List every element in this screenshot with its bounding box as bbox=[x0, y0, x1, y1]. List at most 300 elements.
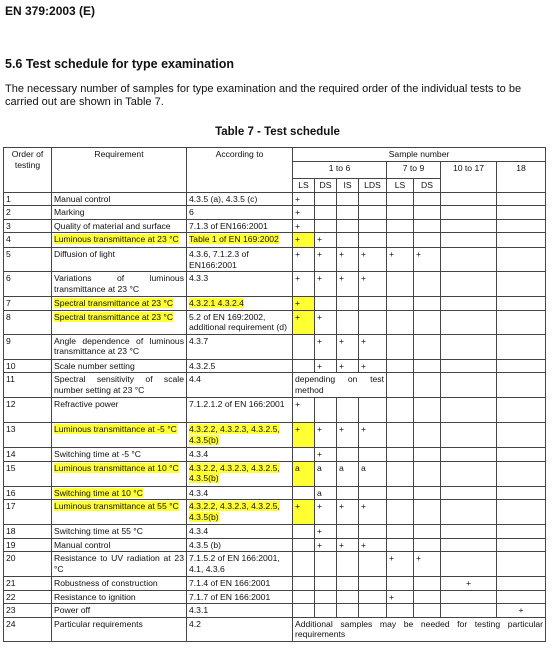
according-to-text: 4.3.7 bbox=[189, 335, 209, 346]
according-to-cell bbox=[187, 552, 293, 577]
requirement-cell bbox=[52, 538, 187, 552]
requirement-text: Luminous transmittance at 10 °C bbox=[54, 462, 179, 473]
sample-cell bbox=[441, 272, 497, 297]
sample-cell: + bbox=[293, 233, 315, 248]
header-group-1-6: 1 to 6 bbox=[293, 162, 387, 179]
requirement-text: Angle dependence of luminous transmittance at 23 °C bbox=[54, 335, 184, 356]
sample-cell bbox=[315, 552, 337, 577]
requirement-cell bbox=[52, 310, 187, 334]
table-title: Table 7 - Test schedule bbox=[215, 126, 340, 138]
requirement-cell bbox=[52, 486, 187, 500]
sample-cell bbox=[359, 577, 387, 591]
according-to-cell bbox=[187, 248, 293, 272]
test-schedule-table bbox=[3, 147, 546, 642]
sample-cell: + bbox=[293, 398, 315, 423]
sample-cell: + bbox=[387, 248, 414, 272]
sample-cell: + bbox=[293, 423, 315, 448]
requirement-cell bbox=[52, 448, 187, 462]
header-sample-number: Sample number bbox=[293, 148, 546, 162]
according-to-text: 4.2 bbox=[189, 618, 201, 629]
sample-cell bbox=[414, 604, 441, 618]
header-sub-ls: LS bbox=[293, 179, 315, 193]
order-cell: 21 bbox=[4, 577, 52, 591]
sample-cell bbox=[441, 486, 497, 500]
sample-cell: + bbox=[293, 248, 315, 272]
sample-cell bbox=[414, 192, 441, 206]
according-to-cell bbox=[187, 219, 293, 233]
sample-cell bbox=[359, 192, 387, 206]
table-row bbox=[4, 617, 546, 641]
sample-cell bbox=[441, 219, 497, 233]
order-cell: 12 bbox=[4, 398, 52, 423]
header-sub-is: IS bbox=[337, 179, 359, 193]
sample-cell bbox=[315, 192, 337, 206]
sample-cell: + bbox=[337, 272, 359, 297]
sample-cell: + bbox=[315, 334, 337, 359]
according-to-text: 6 bbox=[189, 207, 194, 217]
sample-cell bbox=[414, 398, 441, 423]
table-row bbox=[4, 373, 546, 398]
sample-cell bbox=[414, 538, 441, 552]
sample-cell bbox=[497, 525, 546, 539]
sample-cell: + bbox=[387, 552, 414, 577]
table-row bbox=[4, 604, 546, 618]
order-cell: 17 bbox=[4, 500, 52, 525]
requirement-cell bbox=[52, 206, 187, 220]
order-cell: 22 bbox=[4, 590, 52, 604]
sample-cell bbox=[497, 272, 546, 297]
sample-cell: + bbox=[337, 248, 359, 272]
sample-cell: + bbox=[293, 500, 315, 525]
according-to-text: 4.3.2.2, 4.3.2.3, 4.3.2.5, 4.3.5(b) bbox=[189, 424, 280, 445]
sample-cell bbox=[387, 486, 414, 500]
table-row bbox=[4, 310, 546, 334]
according-to-text: 4.3.1 bbox=[189, 605, 209, 615]
requirement-text: Particular requirements bbox=[54, 618, 143, 629]
sample-cell bbox=[414, 486, 441, 500]
sample-cell: + bbox=[293, 297, 315, 311]
requirement-text: Resistance to UV radiation at 23 °C bbox=[54, 553, 184, 574]
sample-cell: + bbox=[337, 538, 359, 552]
header-order: Order of testing bbox=[4, 148, 52, 193]
header-sub-ls-2: LS bbox=[387, 179, 414, 193]
sample-cell bbox=[441, 398, 497, 423]
sample-cell bbox=[414, 219, 441, 233]
sample-cell bbox=[414, 359, 441, 373]
according-to-cell bbox=[187, 617, 293, 641]
table-row bbox=[4, 486, 546, 500]
sample-cell bbox=[497, 398, 546, 423]
according-to-cell bbox=[187, 359, 293, 373]
requirement-cell bbox=[52, 552, 187, 577]
sample-cell bbox=[497, 310, 546, 334]
header-group-10-17: 10 to 17 bbox=[441, 162, 497, 193]
sample-cell bbox=[387, 206, 414, 220]
according-to-text: 5.2 of EN 169:2002, additional requirement (d) bbox=[189, 311, 287, 332]
sample-cell: + bbox=[387, 590, 414, 604]
requirement-cell bbox=[52, 373, 187, 398]
table-row bbox=[4, 398, 546, 423]
order-cell: 8 bbox=[4, 310, 52, 334]
sample-cell bbox=[293, 538, 315, 552]
sample-cell bbox=[414, 577, 441, 591]
according-to-cell bbox=[187, 577, 293, 591]
sample-cell bbox=[441, 500, 497, 525]
sample-cell bbox=[441, 233, 497, 248]
sample-cell bbox=[441, 310, 497, 334]
sample-cell bbox=[497, 577, 546, 591]
according-to-cell bbox=[187, 423, 293, 448]
order-cell: 16 bbox=[4, 486, 52, 500]
sample-cell bbox=[387, 538, 414, 552]
table-row bbox=[4, 219, 546, 233]
sample-cell bbox=[387, 500, 414, 525]
according-to-text: 4.3.4 bbox=[189, 526, 209, 536]
requirement-cell bbox=[52, 233, 187, 248]
sample-cell bbox=[414, 334, 441, 359]
order-cell: 6 bbox=[4, 272, 52, 297]
according-to-text: 7.1.2.1.2 of EN 166:2001 bbox=[189, 399, 285, 409]
sample-cell: + bbox=[293, 192, 315, 206]
sample-cell: + bbox=[337, 359, 359, 373]
according-to-text: 4.3.5 (a), 4.3.5 (c) bbox=[189, 193, 258, 204]
sample-cell: + bbox=[315, 359, 337, 373]
sample-cell bbox=[387, 604, 414, 618]
requirement-text: Switching time at 10 °C bbox=[54, 487, 143, 498]
according-to-cell bbox=[187, 272, 293, 297]
sample-cell bbox=[387, 233, 414, 248]
requirement-cell bbox=[52, 617, 187, 641]
sample-cell bbox=[293, 334, 315, 359]
sample-cell bbox=[414, 206, 441, 220]
sample-cell bbox=[497, 233, 546, 248]
requirement-text: Marking bbox=[54, 207, 85, 217]
table-row bbox=[4, 590, 546, 604]
requirement-text: Luminous transmittance at -5 °C bbox=[54, 424, 177, 434]
according-to-text: Table 1 of EN 169:2002 bbox=[189, 234, 279, 244]
sample-cell bbox=[414, 272, 441, 297]
table-row bbox=[4, 334, 546, 359]
sample-cell bbox=[293, 448, 315, 462]
sample-cell bbox=[414, 423, 441, 448]
sample-cell: + bbox=[315, 500, 337, 525]
sample-cell: a bbox=[337, 461, 359, 486]
requirement-text: Power off bbox=[54, 605, 91, 615]
order-cell: 24 bbox=[4, 617, 52, 641]
according-to-cell bbox=[187, 486, 293, 500]
sample-cell bbox=[337, 233, 359, 248]
sample-cell bbox=[414, 310, 441, 334]
sample-cell bbox=[359, 233, 387, 248]
according-to-cell bbox=[187, 461, 293, 486]
sample-cell: + bbox=[315, 423, 337, 448]
according-to-cell bbox=[187, 398, 293, 423]
sample-cell bbox=[497, 590, 546, 604]
sample-cell: + bbox=[315, 310, 337, 334]
table-row bbox=[4, 552, 546, 577]
sample-cell bbox=[497, 461, 546, 486]
sample-cell: + bbox=[337, 500, 359, 525]
sample-cell bbox=[315, 577, 337, 591]
according-to-cell bbox=[187, 192, 293, 206]
order-cell: 13 bbox=[4, 423, 52, 448]
section-title: 5.6 Test schedule for type examination bbox=[5, 57, 235, 71]
order-cell: 3 bbox=[4, 219, 52, 233]
sample-cell bbox=[315, 219, 337, 233]
sample-cell bbox=[315, 590, 337, 604]
sample-cell bbox=[441, 373, 497, 398]
sample-cell bbox=[441, 525, 497, 539]
table-row bbox=[4, 359, 546, 373]
requirement-text: Resistance to ignition bbox=[54, 591, 136, 602]
order-cell: 15 bbox=[4, 461, 52, 486]
table-row bbox=[4, 272, 546, 297]
order-cell: 7 bbox=[4, 297, 52, 311]
sample-cell: + bbox=[497, 604, 546, 618]
according-to-cell bbox=[187, 590, 293, 604]
sample-cell bbox=[315, 398, 337, 423]
requirement-text: Switching time at 55 °C bbox=[54, 526, 143, 536]
sample-cell: + bbox=[293, 272, 315, 297]
sample-cell bbox=[387, 219, 414, 233]
sample-cell bbox=[387, 310, 414, 334]
sample-cell bbox=[387, 192, 414, 206]
requirement-text: Spectral transmittance at 23 °C bbox=[54, 298, 174, 308]
according-to-cell bbox=[187, 334, 293, 359]
sample-cell bbox=[414, 373, 441, 398]
order-cell: 4 bbox=[4, 233, 52, 248]
sample-cell bbox=[293, 604, 315, 618]
sample-cell: + bbox=[315, 233, 337, 248]
according-to-text: 7.1.4 of EN 166:2001 bbox=[189, 578, 271, 588]
table-row bbox=[4, 538, 546, 552]
order-cell: 14 bbox=[4, 448, 52, 462]
sample-cell: + bbox=[359, 272, 387, 297]
table-row bbox=[4, 525, 546, 539]
sample-cell: + bbox=[315, 272, 337, 297]
sample-cell bbox=[387, 448, 414, 462]
sample-cell bbox=[387, 525, 414, 539]
order-cell: 23 bbox=[4, 604, 52, 618]
requirement-text: Robustness of construction bbox=[54, 578, 158, 588]
sample-cell: + bbox=[359, 359, 387, 373]
sample-cell bbox=[441, 590, 497, 604]
sample-cell bbox=[337, 310, 359, 334]
table-row bbox=[4, 423, 546, 448]
sample-cell bbox=[497, 373, 546, 398]
requirement-cell bbox=[52, 423, 187, 448]
sample-cell: + bbox=[337, 334, 359, 359]
intro-paragraph: The necessary number of samples for type examination and the required order of the individual tests to be carried out are shown in Table 7. bbox=[5, 83, 522, 108]
sample-cell bbox=[293, 590, 315, 604]
sample-cell bbox=[387, 272, 414, 297]
span-note-cell: Additional samples may be needed for testing particular requirements bbox=[293, 617, 546, 641]
sample-cell bbox=[414, 525, 441, 539]
sample-cell bbox=[414, 448, 441, 462]
sample-cell: a bbox=[315, 461, 337, 486]
requirement-text: Luminous transmittance at 23 °C bbox=[54, 234, 179, 244]
according-to-text: 4.3.5 (b) bbox=[189, 539, 222, 550]
sample-cell bbox=[359, 525, 387, 539]
table-row bbox=[4, 448, 546, 462]
according-to-cell bbox=[187, 448, 293, 462]
requirement-cell bbox=[52, 590, 187, 604]
requirement-cell bbox=[52, 359, 187, 373]
sample-cell bbox=[359, 486, 387, 500]
sample-cell bbox=[497, 219, 546, 233]
requirement-text: Manual control bbox=[54, 539, 111, 550]
sample-cell: + bbox=[414, 552, 441, 577]
sample-cell: + bbox=[315, 248, 337, 272]
requirement-cell bbox=[52, 500, 187, 525]
sample-cell bbox=[497, 448, 546, 462]
sample-cell bbox=[441, 448, 497, 462]
sample-cell bbox=[337, 206, 359, 220]
sample-cell bbox=[387, 398, 414, 423]
table-row bbox=[4, 577, 546, 591]
requirement-text: Scale number setting bbox=[54, 360, 135, 371]
sample-cell bbox=[315, 604, 337, 618]
sample-cell bbox=[497, 192, 546, 206]
requirement-text: Variations of luminous transmittance at 23 °C bbox=[54, 273, 184, 294]
sample-cell: + bbox=[293, 206, 315, 220]
requirement-text: Switching time at -5 °C bbox=[54, 449, 142, 459]
sample-cell bbox=[497, 486, 546, 500]
sample-cell bbox=[497, 423, 546, 448]
sample-cell bbox=[441, 604, 497, 618]
sample-cell bbox=[293, 577, 315, 591]
according-to-text: 4.3.2.5 bbox=[189, 360, 216, 371]
requirement-cell bbox=[52, 334, 187, 359]
according-to-text: 7.1.5.2 of EN 166:2001, 4.1, 4.3.6 bbox=[189, 553, 280, 574]
sample-cell bbox=[414, 233, 441, 248]
sample-cell bbox=[441, 461, 497, 486]
requirement-cell bbox=[52, 577, 187, 591]
according-to-text: 4.3.6, 7.1.2.3 of EN166:2001 bbox=[189, 249, 249, 270]
sample-cell: + bbox=[414, 248, 441, 272]
sample-cell: + bbox=[359, 500, 387, 525]
requirement-cell bbox=[52, 219, 187, 233]
sample-cell bbox=[441, 552, 497, 577]
sample-cell bbox=[359, 206, 387, 220]
sample-cell bbox=[497, 552, 546, 577]
order-cell: 5 bbox=[4, 248, 52, 272]
sample-cell bbox=[359, 590, 387, 604]
sample-cell bbox=[359, 604, 387, 618]
sample-cell bbox=[497, 297, 546, 311]
according-to-cell bbox=[187, 297, 293, 311]
sample-cell bbox=[337, 486, 359, 500]
requirement-text: Quality of material and surface bbox=[54, 220, 171, 231]
sample-cell bbox=[337, 577, 359, 591]
sample-cell bbox=[359, 552, 387, 577]
order-cell: 2 bbox=[4, 206, 52, 220]
sample-cell bbox=[337, 297, 359, 311]
sample-cell bbox=[441, 192, 497, 206]
sample-cell bbox=[387, 461, 414, 486]
sample-cell bbox=[315, 297, 337, 311]
sample-cell bbox=[337, 552, 359, 577]
sample-cell bbox=[441, 538, 497, 552]
requirement-cell bbox=[52, 192, 187, 206]
requirement-cell bbox=[52, 398, 187, 423]
sample-cell bbox=[497, 500, 546, 525]
sample-cell bbox=[441, 423, 497, 448]
sample-cell: + bbox=[359, 423, 387, 448]
table-row bbox=[4, 206, 546, 220]
sample-cell bbox=[315, 206, 337, 220]
requirement-text: Manual control bbox=[54, 193, 111, 204]
according-to-cell bbox=[187, 373, 293, 398]
sample-cell bbox=[414, 297, 441, 311]
according-to-cell bbox=[187, 604, 293, 618]
sample-cell: + bbox=[315, 525, 337, 539]
according-to-text: 4.4 bbox=[189, 374, 201, 384]
requirement-cell bbox=[52, 604, 187, 618]
sample-cell bbox=[441, 359, 497, 373]
sample-cell bbox=[497, 248, 546, 272]
according-to-text: 4.3.2.2, 4.3.2.3, 4.3.2.5, 4.3.5(b) bbox=[189, 462, 280, 483]
order-cell: 1 bbox=[4, 192, 52, 206]
according-to-text: 4.3.4 bbox=[189, 487, 209, 498]
sample-cell bbox=[359, 219, 387, 233]
table-row bbox=[4, 500, 546, 525]
sample-cell bbox=[337, 398, 359, 423]
requirement-text: Luminous transmittance at 55 °C bbox=[54, 501, 179, 511]
order-cell: 9 bbox=[4, 334, 52, 359]
document-id: EN 379:2003 (E) bbox=[5, 4, 96, 18]
order-cell: 18 bbox=[4, 525, 52, 539]
requirement-text: Spectral sensitivity of scale number setting at 23 °C bbox=[54, 374, 184, 395]
sample-cell bbox=[337, 448, 359, 462]
sample-cell bbox=[293, 359, 315, 373]
requirement-text: Spectral transmittance at 23 °C bbox=[54, 311, 174, 322]
sample-cell bbox=[359, 398, 387, 423]
header-group-18: 18 bbox=[497, 162, 546, 193]
header-requirement: Requirement bbox=[52, 148, 187, 193]
sample-cell bbox=[337, 192, 359, 206]
sample-cell: + bbox=[315, 538, 337, 552]
table-row bbox=[4, 461, 546, 486]
sample-cell: + bbox=[359, 248, 387, 272]
according-to-cell bbox=[187, 500, 293, 525]
according-to-text: 7.1.7 of EN 166:2001 bbox=[189, 591, 271, 602]
sample-cell bbox=[337, 219, 359, 233]
sample-cell bbox=[387, 359, 414, 373]
sample-cell bbox=[337, 525, 359, 539]
sample-cell: a bbox=[359, 461, 387, 486]
sample-cell bbox=[387, 334, 414, 359]
requirement-text: Refractive power bbox=[54, 399, 119, 409]
order-cell: 10 bbox=[4, 359, 52, 373]
order-cell: 19 bbox=[4, 538, 52, 552]
according-to-cell bbox=[187, 206, 293, 220]
requirement-cell bbox=[52, 461, 187, 486]
requirement-cell bbox=[52, 297, 187, 311]
sample-cell bbox=[293, 486, 315, 500]
sample-cell: + bbox=[337, 423, 359, 448]
sample-cell bbox=[414, 461, 441, 486]
according-to-text: 4.3.4 bbox=[189, 449, 209, 459]
sample-cell: + bbox=[441, 577, 497, 591]
according-to-cell bbox=[187, 538, 293, 552]
requirement-cell bbox=[52, 248, 187, 272]
according-to-text: 4.3.2.2, 4.3.2.3, 4.3.2.5, 4.3.5(b) bbox=[189, 501, 280, 522]
sample-cell: a bbox=[315, 486, 337, 500]
sample-cell bbox=[441, 248, 497, 272]
requirement-cell bbox=[52, 272, 187, 297]
according-to-cell bbox=[187, 233, 293, 248]
